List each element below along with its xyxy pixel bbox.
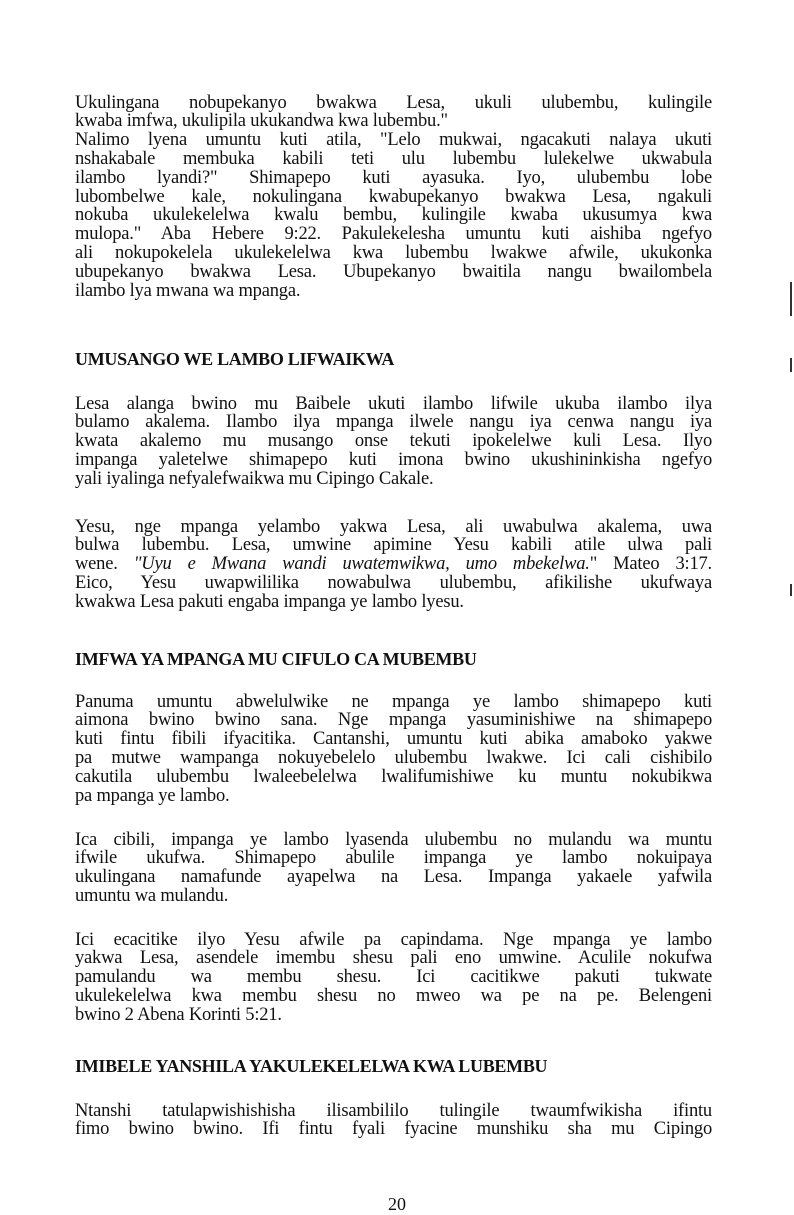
scan-edge-mark	[790, 358, 792, 372]
section-heading: UMUSANGO WE LAMBO LIFWAIKWA	[75, 348, 395, 369]
text-line: bwino 2 Abena Korinti 5:21.	[75, 1004, 282, 1025]
text-line: kwata akalemo mu musango onse tekuti ipokelelwe kuli Lesa. Ilyo	[75, 431, 712, 452]
text-line	[75, 555, 712, 574]
paragraph	[75, 518, 712, 612]
text-line: Ntanshi tatulapwishishisha ilisambililo tulingile twaumfwikisha ifintu	[75, 1100, 712, 1121]
text-line: cakutila ulubembu lwaleebelelwa lwalifumishiwe ku muntu nokubikwa	[75, 766, 712, 787]
text-line: Eico, Yesu uwapwililika nowabulwa ulubembu, afikilishe ukufwaya	[75, 572, 712, 593]
text-line: bulamo akalema. Ilambo ilya mpanga ilwele nangu iya cenwa nangu iya	[75, 412, 712, 433]
text-segment: " Mateo 3:17.	[589, 554, 712, 575]
text-line: ukulekelelwa kwa membu shesu no mweo wa pe na pe. Belengeni	[75, 985, 712, 1006]
text-line: ukulingana namafunde ayapelwa na Lesa. Impanga yakaele yafwila	[75, 867, 712, 888]
text-line: Ukulingana nobupekanyo bwakwa Lesa, ukuli ulubembu, kulingile	[75, 92, 712, 113]
text-line: Ici ecacitike ilyo Yesu afwile pa capindama. Nge mpanga ye lambo	[75, 929, 712, 950]
text-line: nokuba ukulekelelwa kwalu bembu, kulingile kwaba ukusumya kwa	[75, 205, 712, 226]
text-line: kwaba imfwa, ukulipila ukukandwa kwa lubembu."	[75, 111, 448, 132]
text-line: pa mutwe wampanga nokuyebelelo ulubembu lwakwe. Ici cali cishibilo	[75, 747, 712, 768]
page-number: 20	[388, 1194, 406, 1214]
paragraph	[75, 395, 712, 489]
text-line: Nalimo lyena umuntu kuti atila, "Lelo mukwai, ngacakuti nalaya ukuti	[75, 130, 712, 151]
text-line: ubupekanyo bwakwa Lesa. Ubupekanyo bwaitila nangu bwailombela	[75, 261, 712, 282]
text-line: ali nokupokelela ukulekelelwa kwa lubembu lwakwe afwile, ukukonka	[75, 242, 712, 263]
text-line: kwakwa Lesa pakuti engaba impanga ye lambo lyesu.	[75, 591, 464, 612]
text-line: yali iyalinga nefyalefwaikwa mu Cipingo Cakale.	[75, 468, 434, 489]
text-line: ilambo lya mwana wa mpanga.	[75, 280, 301, 301]
paragraph	[75, 931, 712, 1025]
paragraph	[75, 94, 712, 301]
text-line: kuti fintu fibili ifyacitika. Cantanshi, umuntu kuti abika amaboko yakwe	[75, 729, 712, 750]
text-line: pamulandu wa membu shesu. Ici cacitikwe pakuti tukwate	[75, 967, 712, 988]
paragraph	[75, 1102, 712, 1140]
paragraph	[75, 831, 712, 906]
text-line: ifwile ukufwa. Shimapepo abulile impanga ye lambo nokuipaya	[75, 848, 712, 869]
text-line: Yesu, nge mpanga yelambo yakwa Lesa, ali uwabulwa akalema, uwa	[75, 516, 712, 537]
text-line: pa mpanga ye lambo.	[75, 785, 230, 806]
section-heading: IMIBELE YANSHILA YAKULEKELELWA KWA LUBEMBU	[75, 1055, 548, 1076]
text-line: umuntu wa mulandu.	[75, 885, 229, 906]
text-line: mulopa." Aba Hebere 9:22. Pakulekelesha umuntu kuti aishiba ngefyo	[75, 224, 712, 245]
text-line: yakwa Lesa, asendele imembu shesu pali eno umwine. Aculile nokufwa	[75, 948, 712, 969]
text-line: Panuma umuntu abwelulwike ne mpanga ye lambo shimapepo kuti	[75, 691, 712, 712]
scripture-quote: "Uyu e Mwana wandi uwatemwikwa, umo mbekelwa.	[133, 554, 590, 575]
text-line: fimo bwino bwino. Ifi fintu fyali fyacine munshiku sha mu Cipingo	[75, 1119, 712, 1140]
paragraph	[75, 693, 712, 806]
text-line: lubombelwe kale, nokulingana kwabupekanyo bwakwa Lesa, ngakuli	[75, 186, 712, 207]
text-line: nshakabale membuka kabili teti ulu lubembu lulekelwe ukwabula	[75, 148, 712, 169]
text-line: aimona bwino bwino sana. Nge mpanga yasuminishiwe na shimapepo	[75, 710, 712, 731]
text-line: Ica cibili, impanga ye lambo lyasenda ulubembu no mulandu wa muntu	[75, 829, 712, 850]
section-heading: IMFWA YA MPANGA MU CIFULO CA MUBEMBU	[75, 648, 477, 669]
text-segment: wene.	[75, 554, 134, 575]
text-line: bulwa lubembu. Lesa, umwine apimine Yesu kabili atile ulwa pali	[75, 535, 712, 556]
text-line: Lesa alanga bwino mu Baibele ukuti ilambo lifwile ukuba ilambo ilya	[75, 393, 712, 414]
text-line: impanga yaletelwe shimapepo kuti imona bwino ukushininkisha ngefyo	[75, 449, 712, 470]
scan-edge-mark	[790, 584, 792, 596]
text-line: ilambo lyandi?" Shimapepo kuti ayasuka. Iyo, ulubembu lobe	[75, 167, 712, 188]
scan-edge-mark	[790, 282, 792, 316]
